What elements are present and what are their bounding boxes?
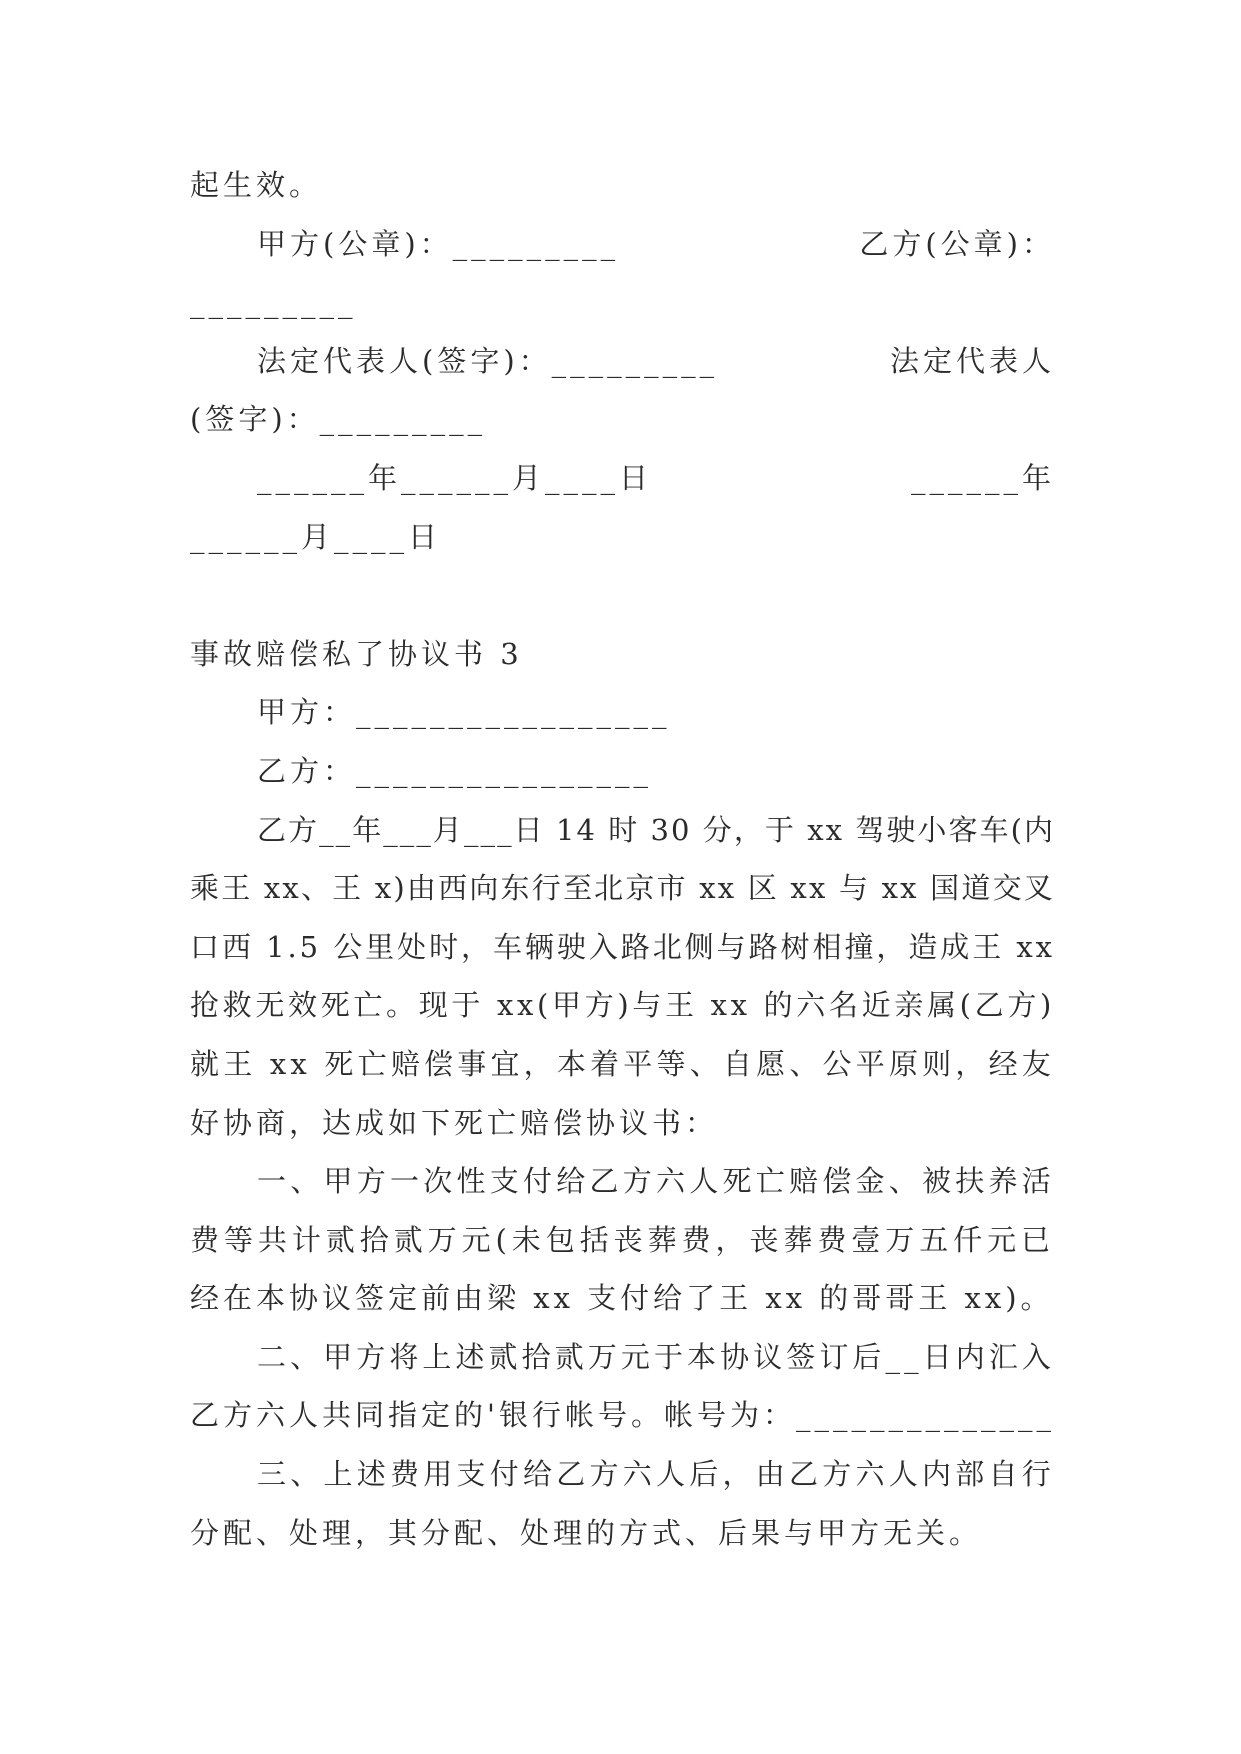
- paragraph-line: [190, 801, 1055, 860]
- representative-signature-row: [190, 332, 1055, 391]
- blank-line: [190, 566, 1055, 625]
- paragraph-line-text: 乙方__年___月___日 14 时 30 分，于 xx 驾驶小客车(内: [257, 812, 1055, 847]
- paragraph-line-text: 三、上述费用支付给乙方六人后，由乙方六人内部自行: [257, 1457, 1055, 1492]
- seal-signature-row: [190, 215, 1055, 274]
- party-a-date-field: ______年______月____日: [257, 460, 653, 495]
- paragraph-line-text: 乙方六人共同指定的'银行帐号。帐号为：______________: [190, 1398, 1055, 1433]
- paragraph-line: [190, 1504, 1055, 1563]
- agreement-title: 事故赔偿私了协议书 3: [190, 636, 523, 671]
- paragraph-line-text: 费等共计贰拾贰万元(未包括丧葬费，丧葬费壹万五仟元已: [190, 1222, 1055, 1257]
- paragraph-line: [190, 918, 1055, 977]
- paragraph-line: [190, 1035, 1055, 1094]
- paragraph-line: [190, 1094, 1055, 1153]
- closing-line: 起生效。: [190, 168, 323, 202]
- paragraph-line: [190, 976, 1055, 1035]
- party-a-seal-field: 甲方(公章)：_________: [257, 226, 620, 261]
- party-b-seal-blank: _________: [190, 285, 357, 320]
- paragraph-line-text: 抢救无效死亡。现于 xx(甲方)与王 xx 的六名近亲属(乙方): [190, 988, 1055, 1023]
- paragraph-line: [190, 1152, 1055, 1211]
- paragraph-line-text: 二、甲方将上述贰拾贰万元于本协议签订后__日内汇入: [257, 1339, 1055, 1374]
- party-b-date-rest-field: ______月____日: [190, 519, 442, 554]
- paragraph-line-text: 分配、处理，其分配、处理的方式、后果与甲方无关。: [190, 1515, 983, 1550]
- paragraph-line: [190, 859, 1055, 918]
- party-b-seal-label: 乙方(公章)：: [859, 226, 1055, 261]
- paragraph-line: [190, 1386, 1055, 1445]
- paragraph-line-text: 乘王 xx、王 x)由西向东行至北京市 xx 区 xx 与 xx 国道交叉: [190, 871, 1055, 906]
- paragraph-line-text: 一、甲方一次性支付给乙方六人死亡赔偿金、被扶养活: [257, 1164, 1055, 1199]
- paragraph-line: [190, 1211, 1055, 1270]
- party-b-date-year-field: ______年: [910, 460, 1055, 495]
- party-b-representative-label: 法定代表人: [889, 343, 1055, 378]
- party-b-field: 乙方：________________: [257, 753, 653, 788]
- party-a-field: 甲方：_________________: [257, 695, 671, 730]
- paragraph-line-text: 好协商，达成如下死亡赔偿协议书：: [190, 1105, 719, 1140]
- party-a-representative-field: 法定代表人(签字)：_________: [257, 343, 719, 378]
- paragraph-line-text: 经在本协议签定前由梁 xx 支付给了王 xx 的哥哥王 xx)。: [190, 1281, 1054, 1316]
- paragraph-line: [190, 1269, 1055, 1328]
- paragraph-line: [190, 1328, 1055, 1387]
- party-b-representative-field: (签字)：_________: [190, 402, 487, 437]
- paragraph-line: [190, 1445, 1055, 1504]
- paragraph-line-text: 口西 1.5 公里处时，车辆驶入路北侧与路树相撞，造成王 xx: [190, 929, 1055, 964]
- date-signature-row: [190, 449, 1055, 508]
- paragraph-line-text: 就王 xx 死亡赔偿事宜，本着平等、自愿、公平原则，经友: [190, 1046, 1055, 1081]
- document-body: [190, 156, 1055, 1562]
